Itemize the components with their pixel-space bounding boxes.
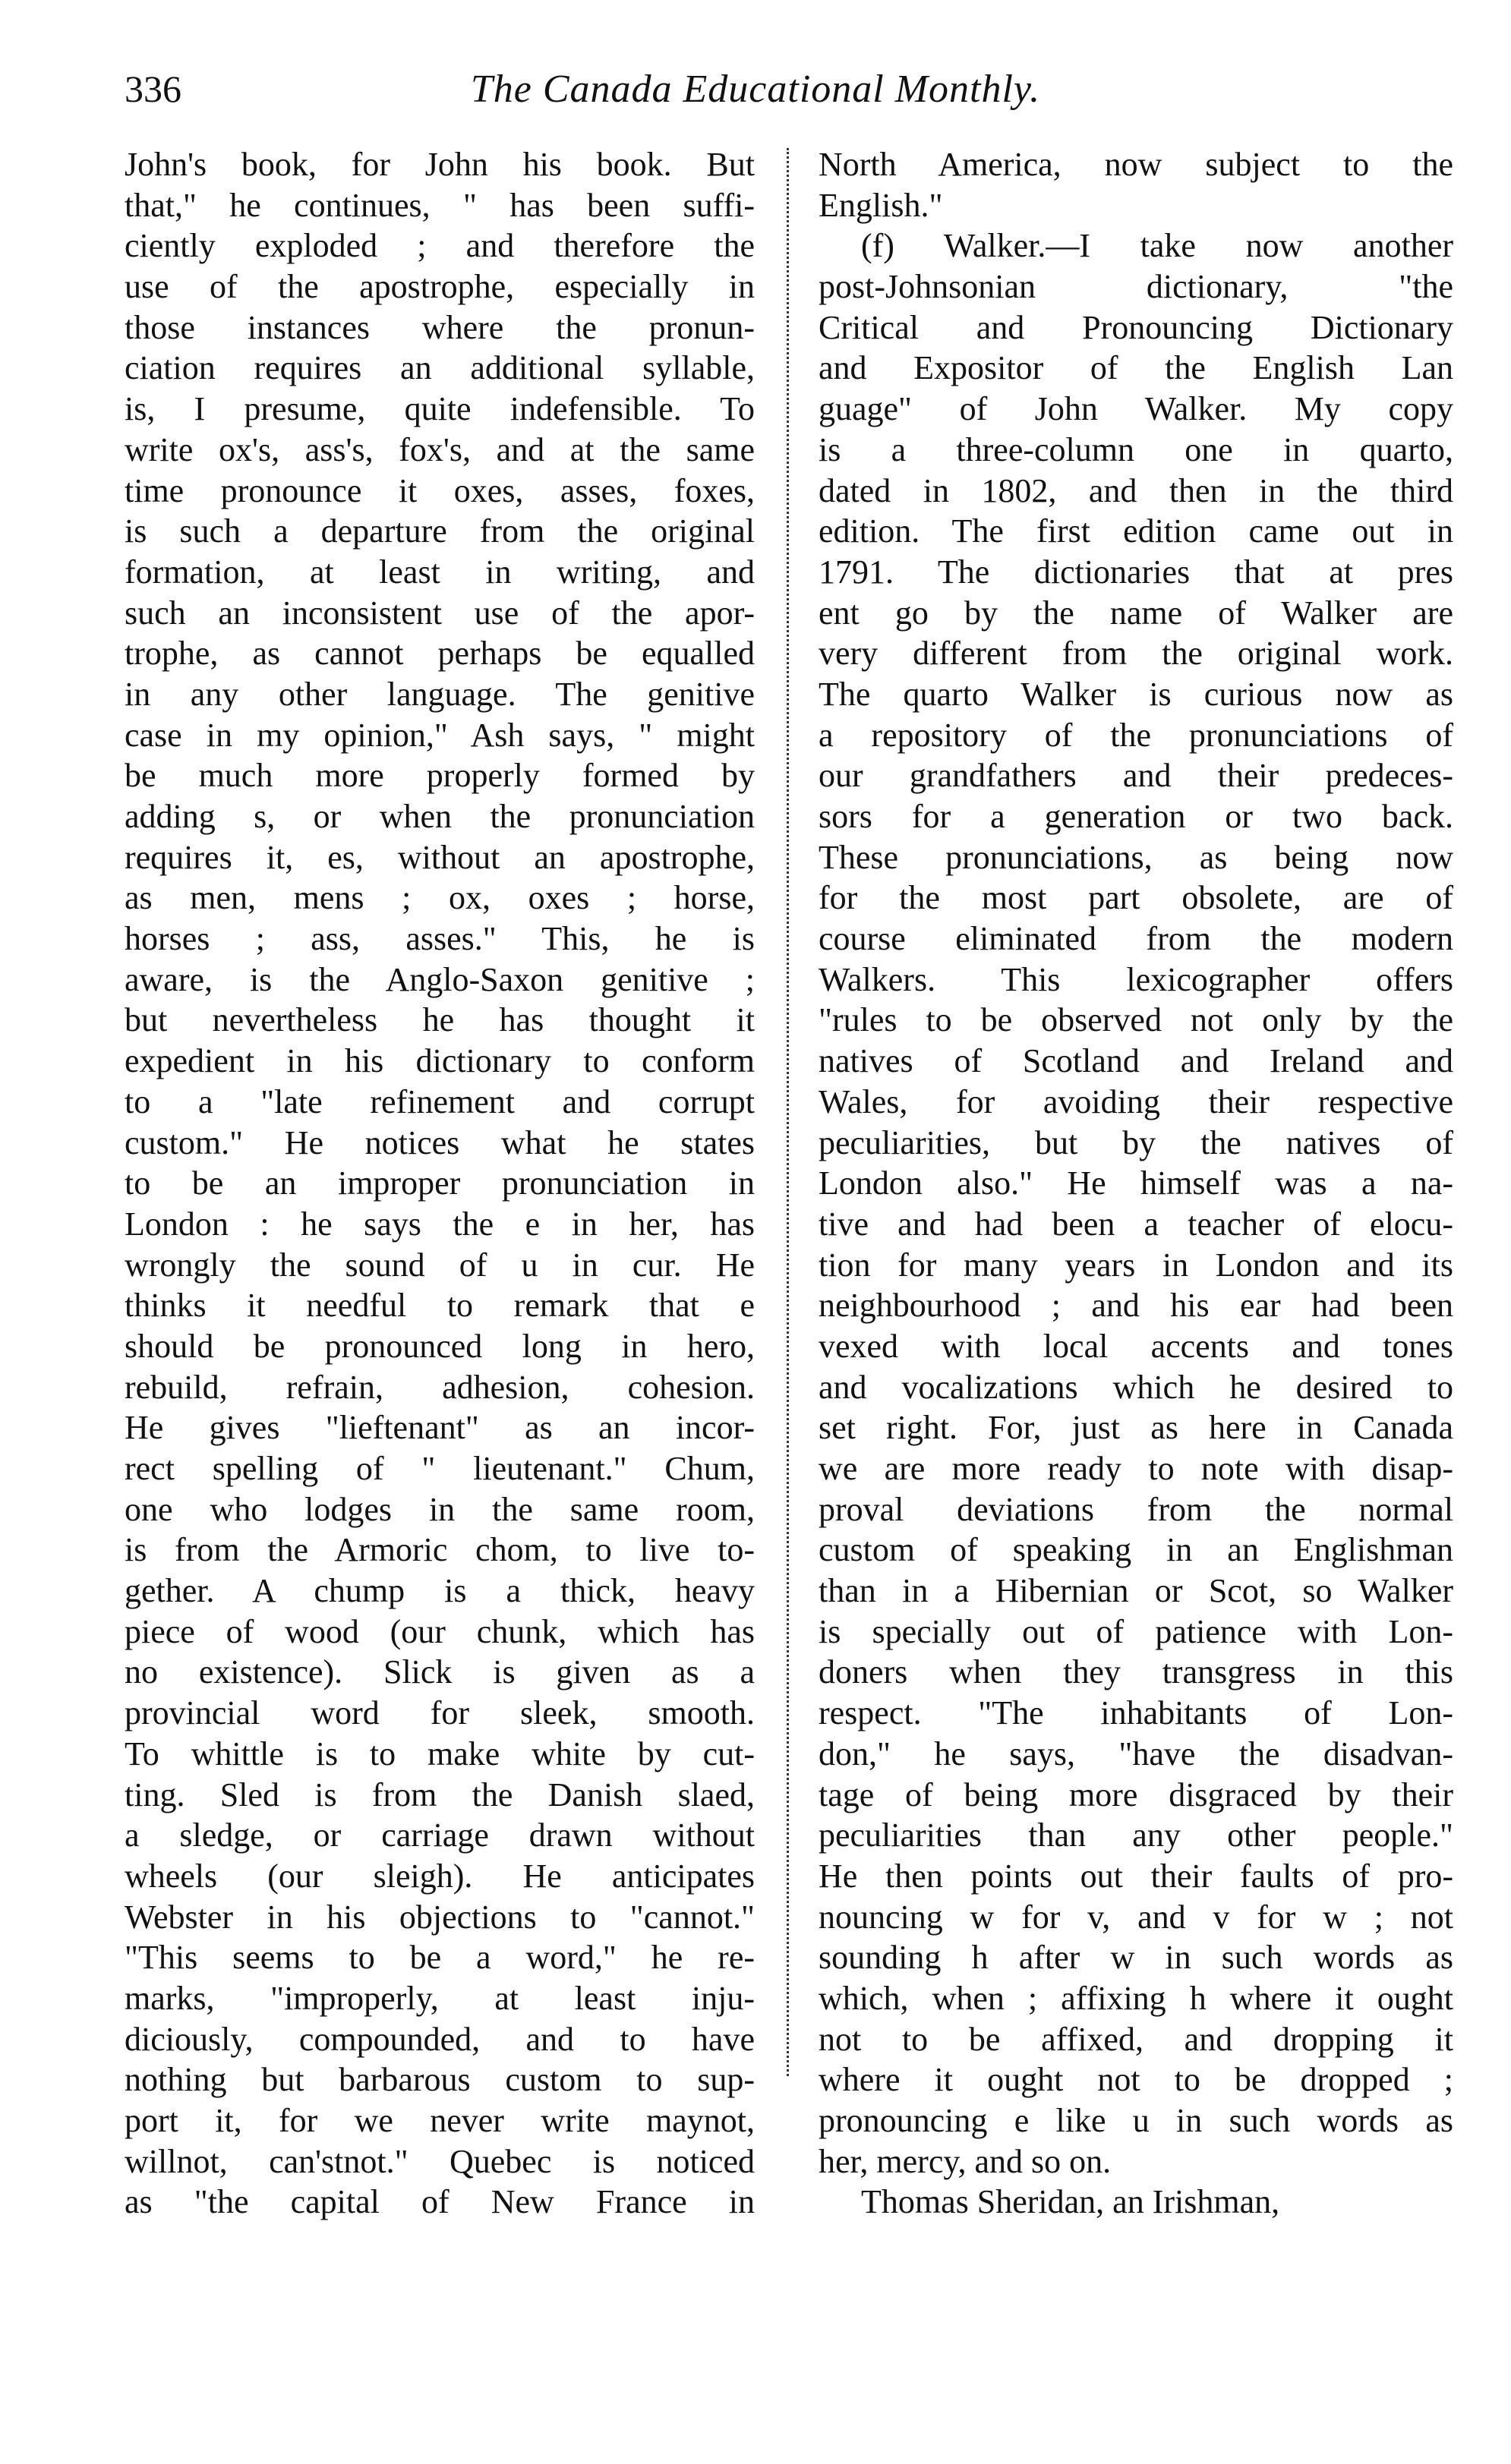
text-line: such an inconsistent use of the apor- [125, 594, 755, 632]
text-line: course eliminated from the modern [819, 920, 1453, 958]
text-line: but nevertheless he has thought it [125, 1001, 755, 1039]
text-line: write ox's, ass's, fox's, and at the same [125, 430, 755, 468]
text-line: time pronounce it oxes, asses, foxes, [125, 471, 755, 509]
text-line: Walkers. This lexicographer offers [819, 960, 1453, 998]
text-line: and vocalizations which he desired to [819, 1368, 1453, 1406]
text-line: pronouncing e like u in such words as [819, 2102, 1453, 2139]
text-line: and Expositor of the English Lan [819, 349, 1453, 387]
text-line: requires it, es, without an apostrophe, [125, 838, 755, 876]
text-line: tion for many years in London and its [819, 1246, 1453, 1284]
text-line: Webster in his objections to "cannot." [125, 1898, 755, 1936]
text-line: don," he says, "have the disadvan- [819, 1735, 1453, 1772]
text-line: Wales, for avoiding their respective [819, 1082, 1453, 1120]
text-line: a repository of the pronunciations of [819, 716, 1453, 754]
text-line: Critical and Pronouncing Dictionary [819, 308, 1453, 346]
text-line: provincial word for sleek, smooth. [125, 1694, 755, 1732]
text-line: for the most part obsolete, are of [819, 879, 1453, 917]
text-line: post-Johnsonian dictionary, "the [819, 268, 1453, 306]
text-line: is from the Armoric chom, to live to- [125, 1531, 755, 1569]
text-line: edition. The first edition came out in [819, 512, 1453, 550]
text-line: neighbourhood ; and his ear had been [819, 1287, 1453, 1325]
text-line: wheels (our sleigh). He anticipates [125, 1857, 755, 1895]
text-line: use of the apostrophe, especially in [125, 268, 755, 306]
text-line: willnot, can'stnot." Quebec is noticed [125, 2142, 755, 2180]
text-line: vexed with local accents and tones [819, 1327, 1453, 1365]
text-line: London also." He himself was a na- [819, 1164, 1453, 1202]
text-line: case in my opinion," Ash says, " might [125, 716, 755, 754]
text-line: a sledge, or carriage drawn without [125, 1816, 755, 1854]
text-line: expedient in his dictionary to conform [125, 1042, 755, 1080]
text-line: where it ought not to be dropped ; [819, 2061, 1453, 2099]
text-line: trophe, as cannot perhaps be equalled [125, 635, 755, 673]
text-line: doners when they transgress in this [819, 1653, 1453, 1691]
text-line: rect spelling of " lieutenant." Chum, [125, 1450, 755, 1487]
text-line: her, mercy, and so on. [819, 2142, 1112, 2180]
text-line: is such a departure from the original [125, 512, 755, 550]
text-line: To whittle is to make white by cut- [125, 1735, 755, 1772]
text-line: ciation requires an additional syllable, [125, 349, 755, 387]
text-line: gether. A chump is a thick, heavy [125, 1572, 755, 1610]
text-line: adding s, or when the pronunciation [125, 798, 755, 835]
text-line: natives of Scotland and Ireland and [819, 1042, 1453, 1080]
text-line: English." [819, 186, 943, 224]
text-line: very different from the original work. [819, 635, 1453, 673]
text-line: aware, is the Anglo-Saxon genitive ; [125, 960, 755, 998]
text-line: is a three-column one in quarto, [819, 430, 1453, 468]
text-line: ting. Sled is from the Danish slaed, [125, 1776, 755, 1813]
text-line: which, when ; affixing h where it ought [819, 1979, 1453, 2017]
text-line: as "the capital of New France in [125, 2183, 755, 2221]
text-line: North America, now subject to the [819, 146, 1453, 183]
text-line: not to be affixed, and dropping it [819, 2020, 1453, 2058]
text-line: The quarto Walker is curious now as [819, 675, 1453, 713]
text-line: be much more properly formed by [125, 757, 755, 795]
running-title: The Canada Educational Monthly. [470, 68, 1041, 111]
right-column [819, 144, 1453, 2223]
text-line: "rules to be observed not only by the [819, 1001, 1453, 1039]
text-line: London : he says the e in her, has [125, 1205, 755, 1243]
text-line: piece of wood (our chunk, which has [125, 1612, 755, 1650]
text-line: guage" of John Walker. My copy [819, 390, 1453, 428]
text-line: diciously, compounded, and to have [125, 2020, 755, 2058]
text-line: thinks it needful to remark that e [125, 1287, 755, 1325]
text-line: John's book, for John his book. But [125, 146, 755, 183]
text-line: in any other language. The genitive [125, 675, 755, 713]
text-line: He then points out their faults of pro- [819, 1857, 1453, 1895]
text-line: (f) Walker.—I take now another [861, 227, 1453, 265]
text-line: tage of being more disgraced by their [819, 1776, 1453, 1813]
text-line: those instances where the pronun- [125, 308, 755, 346]
text-line: one who lodges in the same room, [125, 1490, 755, 1528]
text-line: ent go by the name of Walker are [819, 594, 1453, 632]
left-column [125, 144, 755, 2223]
text-line: than in a Hibernian or Scot, so Walker [819, 1572, 1453, 1610]
text-line: should be pronounced long in hero, [125, 1327, 755, 1365]
text-line: proval deviations from the normal [819, 1490, 1453, 1528]
page-number: 336 [125, 68, 181, 110]
text-line: port it, for we never write maynot, [125, 2102, 755, 2139]
text-line: These pronunciations, as being now [819, 838, 1453, 876]
text-line: to a "late refinement and corrupt [125, 1082, 755, 1120]
text-line: is, I presume, quite indefensible. To [125, 390, 755, 428]
text-line: is specially out of patience with Lon- [819, 1612, 1453, 1650]
text-line: horses ; ass, asses." This, he is [125, 920, 755, 958]
text-line: set right. For, just as here in Canada [819, 1409, 1453, 1447]
text-line: 1791. The dictionaries that at pres [819, 553, 1453, 591]
text-line: custom." He notices what he states [125, 1123, 755, 1161]
text-line: formation, at least in writing, and [125, 553, 755, 591]
text-line: we are more ready to note with disap- [819, 1450, 1453, 1487]
text-line: respect. "The inhabitants of Lon- [819, 1694, 1453, 1732]
text-line: ciently exploded ; and therefore the [125, 227, 755, 265]
text-line: He gives "lieftenant" as an incor- [125, 1409, 755, 1447]
text-line: wrongly the sound of u in cur. He [125, 1246, 755, 1284]
text-line: Thomas Sheridan, an Irishman, [861, 2183, 1280, 2221]
text-line: sounding h after w in such words as [819, 1939, 1453, 1977]
text-line: peculiarities, but by the natives of [819, 1123, 1453, 1161]
text-line: to be an improper pronunciation in [125, 1164, 755, 1202]
text-line: that," he continues, " has been suffi- [125, 186, 755, 224]
text-line: tive and had been a teacher of elocu- [819, 1205, 1453, 1243]
text-line: nothing but barbarous custom to sup- [125, 2061, 755, 2099]
text-line: our grandfathers and their predeces- [819, 757, 1453, 795]
text-line: peculiarities than any other people." [819, 1816, 1453, 1854]
text-line: nouncing w for v, and v for w ; not [819, 1898, 1453, 1936]
text-line: sors for a generation or two back. [819, 798, 1453, 835]
text-line: "This seems to be a word," he re- [125, 1939, 755, 1977]
text-line: as men, mens ; ox, oxes ; horse, [125, 879, 755, 917]
column-divider [787, 148, 789, 2076]
text-line: no existence). Slick is given as a [125, 1653, 755, 1691]
text-line: rebuild, refrain, adhesion, cohesion. [125, 1368, 755, 1406]
text-line: marks, "improperly, at least inju- [125, 1979, 755, 2017]
text-line: dated in 1802, and then in the third [819, 471, 1453, 509]
text-line: custom of speaking in an Englishman [819, 1531, 1453, 1569]
